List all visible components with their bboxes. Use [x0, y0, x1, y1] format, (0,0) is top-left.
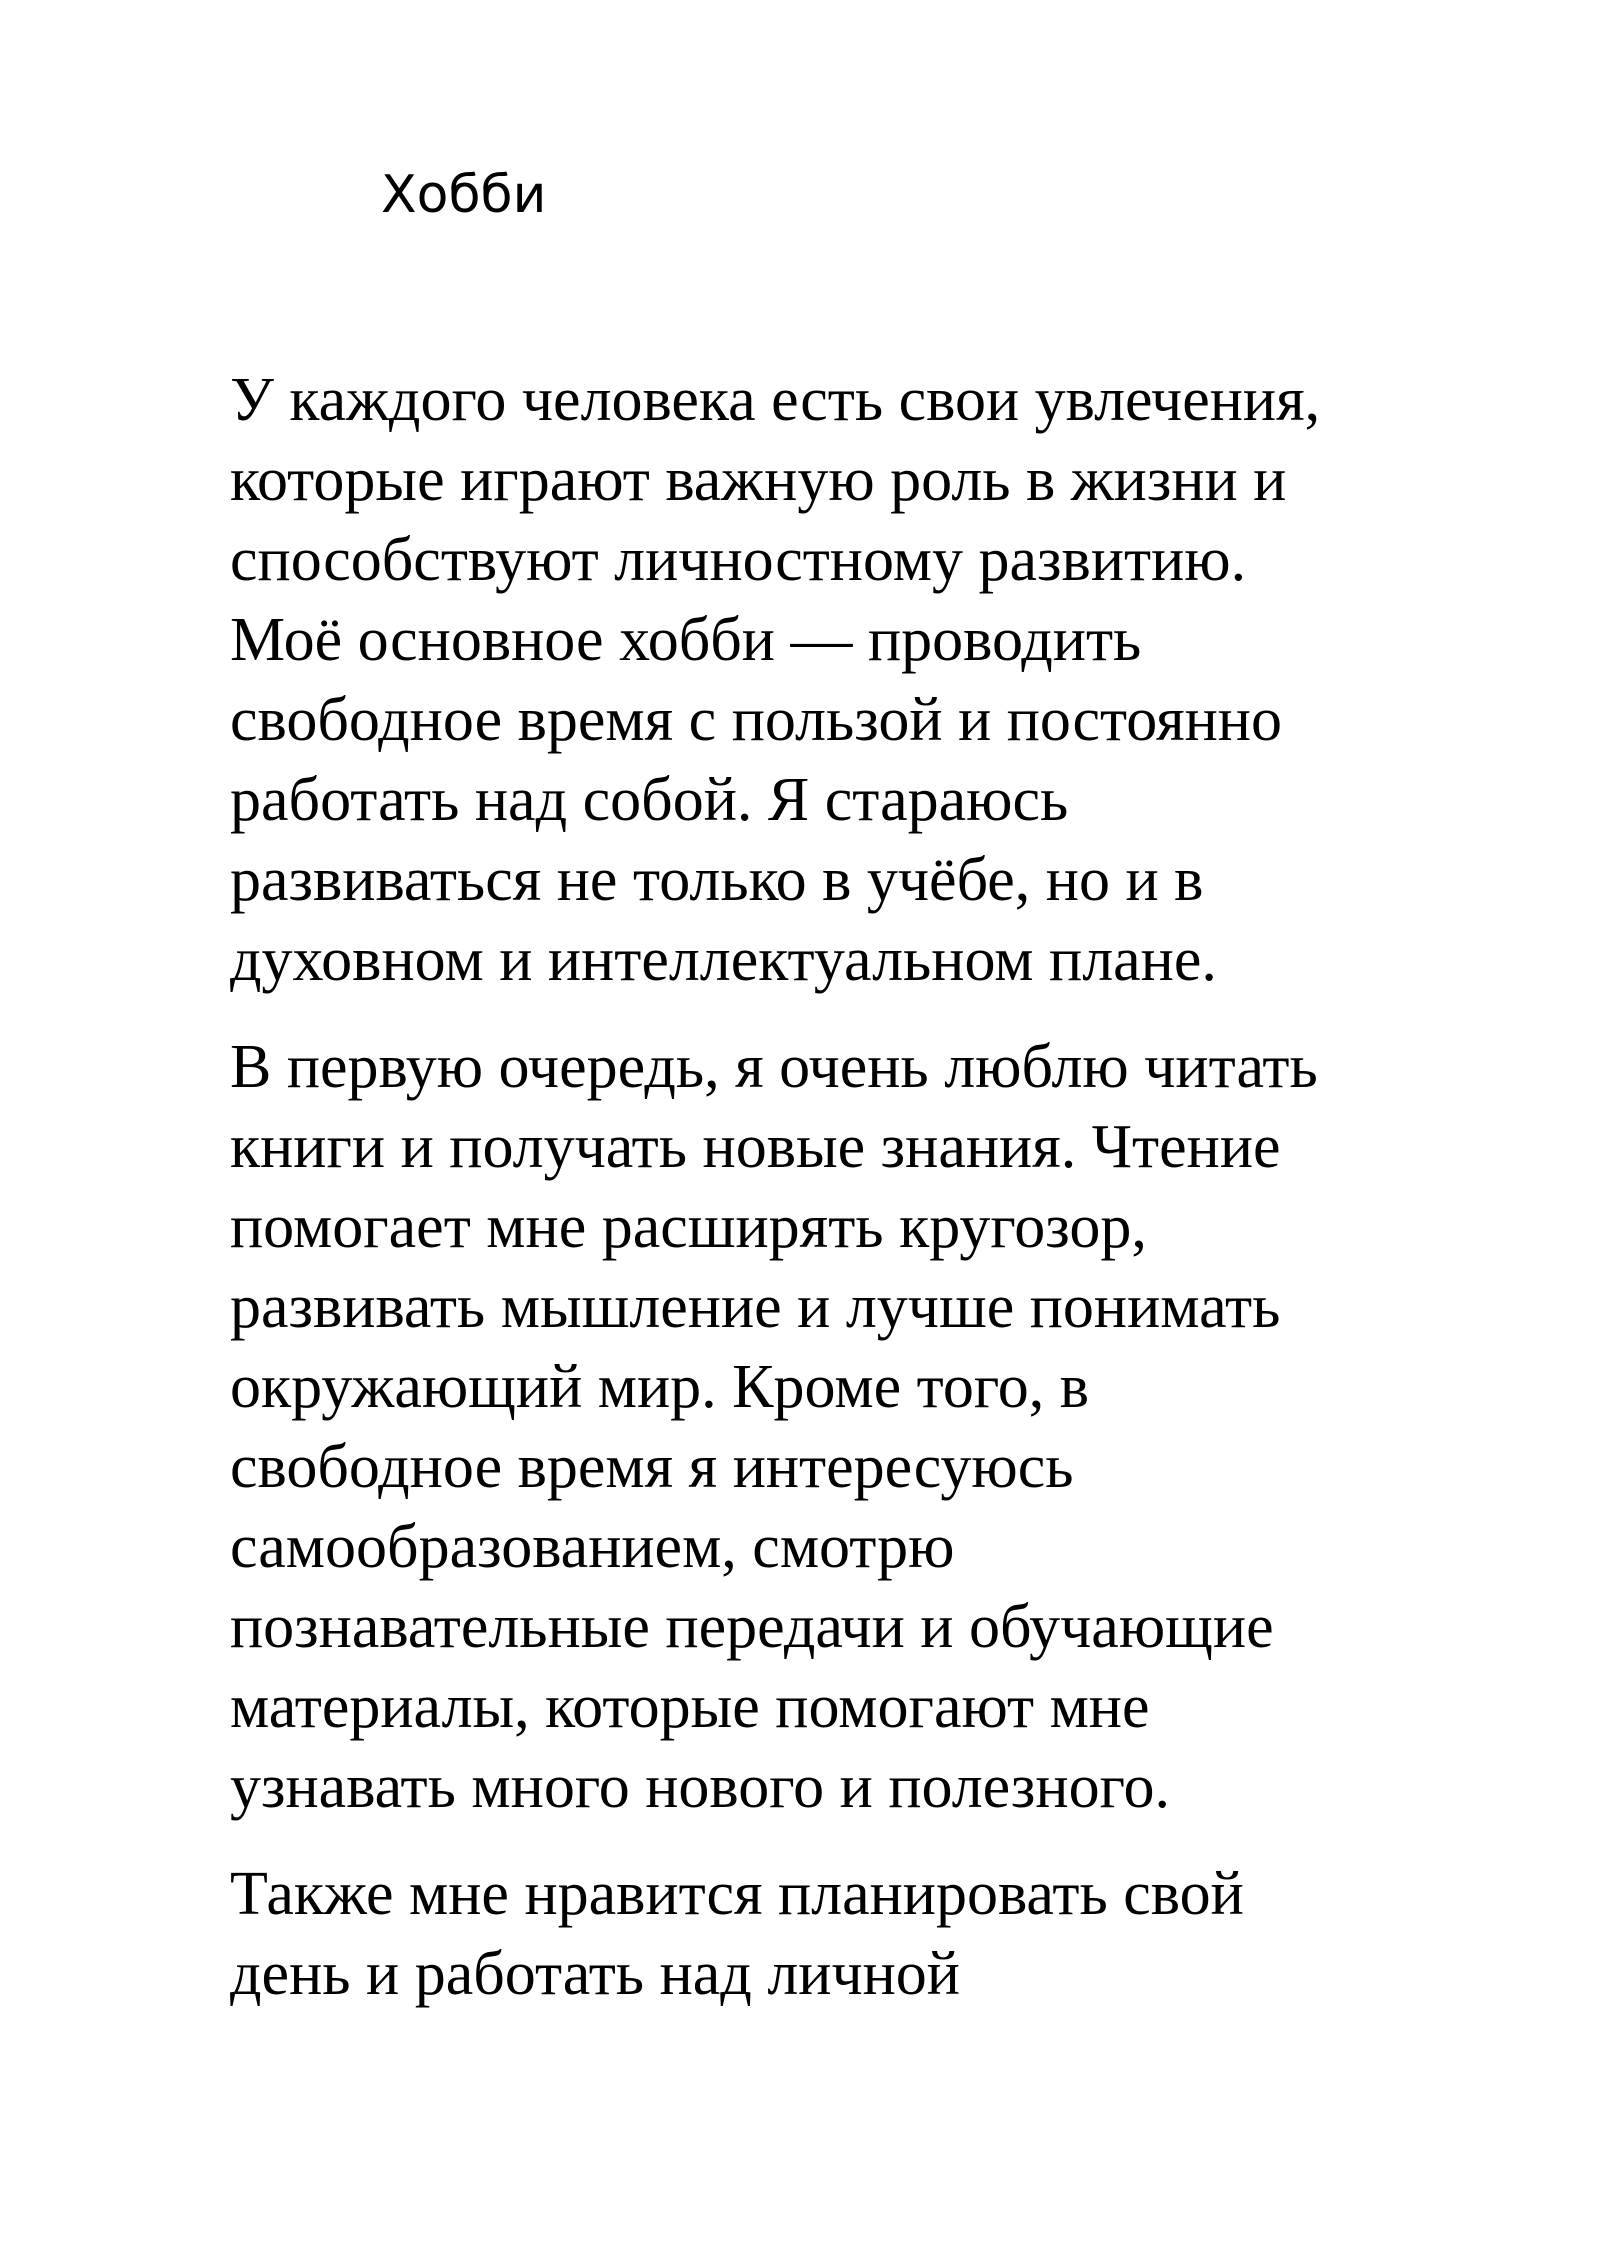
text-line: В первую очередь, я очень люблю читать [230, 1033, 1318, 1101]
text-line: развиваться не только в учёбе, но и в [230, 846, 1204, 914]
text-line: материалы, которые помогают мне [230, 1673, 1150, 1741]
text-line: работать над собой. Я стараюсь [230, 766, 1069, 834]
text-line: узнавать много нового и полезного. [230, 1753, 1170, 1821]
text-line: познавательные передачи и обучающие [230, 1593, 1274, 1661]
text-line: помогает мне расширять кругозор, [230, 1193, 1147, 1261]
text-line: Моё основное хобби — проводить [230, 606, 1142, 674]
text-line: самообразованием, смотрю [230, 1513, 955, 1581]
text-line: способствуют личностному развитию. [230, 526, 1247, 594]
text-line: день и работать над личной [230, 1940, 960, 2008]
paragraph-1 [230, 360, 1530, 1000]
paragraph-3 [230, 1854, 1530, 2014]
text-line: окружающий мир. Кроме того, в [230, 1353, 1090, 1421]
document-body [230, 360, 1530, 2014]
text-line: духовном и интеллектуальном плане. [230, 926, 1217, 994]
document-title: Хобби [381, 165, 547, 225]
paragraph-2 [230, 1027, 1530, 1827]
text-line: Также мне нравится планировать свой [230, 1860, 1244, 1928]
text-line: У каждого человека есть свои увлечения, [230, 366, 1321, 434]
text-line: которые играют важную роль в жизни и [230, 446, 1287, 514]
text-line: развивать мышление и лучше понимать [230, 1273, 1281, 1341]
text-line: книги и получать новые знания. Чтение [230, 1113, 1281, 1181]
text-line: свободное время с пользой и постоянно [230, 686, 1282, 754]
text-line: свободное время я интересуюсь [230, 1433, 1074, 1501]
